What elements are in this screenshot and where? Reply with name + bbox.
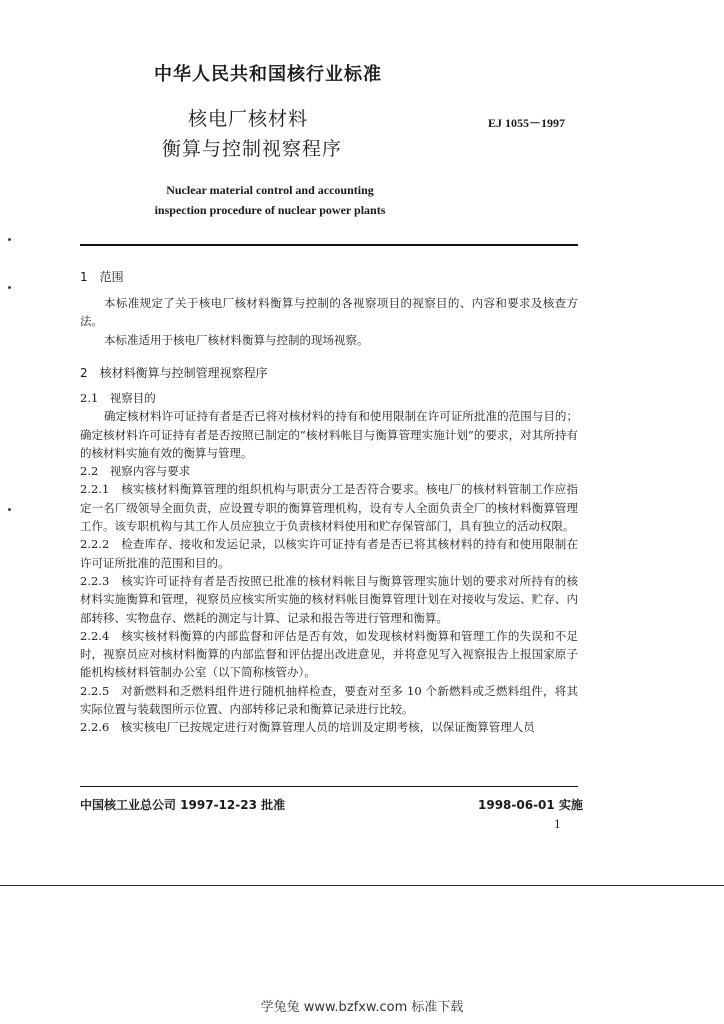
approval-date: 中国核工业总公司 1997-12-23 批准 bbox=[80, 798, 286, 812]
clause-2-2-3: 2.2.3 核实许可证持有者是否按照已批准的核材料帐目与衡算管理实施计划的要求对所持有的核材料实施衡算和管理，视察员应核实所实施的核材料帐目衡算管理计划在对接收与发运、贮存、内部转移、实物盘存、燃耗的测定与计算、记录和报告等进行管理和衡算。 bbox=[80, 573, 578, 625]
page-bottom-edge bbox=[0, 885, 724, 886]
section-1-body bbox=[80, 294, 578, 349]
clause-2-2-1: 2.2.1 核实核材料衡算管理的组织机构与职责分工是否符合要求。核电厂的核材料管制工作应指定一名厂级领导全面负责，应设置专职的衡算管理机构，设有专人全面负责全厂的核材料衡算管理工作。该专职机构与其工作人员应独立于负责核材料使用和贮存保管部门，具有独立的活动权限。 bbox=[80, 482, 578, 534]
clause-2-2-2: 2.2.2 检查库存、接收和发运记录，以核实许可证持有者是否已将其核材料的持有和使用限制在许可证所批准的范围和目的。 bbox=[80, 537, 578, 570]
implementation-date: 1998-06-01 实施 bbox=[478, 798, 583, 812]
scan-mark bbox=[8, 508, 11, 511]
scan-mark bbox=[8, 238, 11, 241]
scan-mark bbox=[8, 286, 11, 289]
section-2-body bbox=[80, 389, 578, 737]
section-1-heading: 1 范围 bbox=[80, 270, 124, 284]
issuing-body-header: 中华人民共和国核行业标准 bbox=[154, 64, 382, 85]
paragraph: 确定核材料许可证持有者是否已将对核材料的持有和使用限制在许可证所批准的范围与目的；确定核材料许可证持有者是否按照已制定的“核材料帐目与衡算管理实施计划”的要求，对其所持有的核材料实施有效的衡算与管理。 bbox=[80, 409, 578, 460]
title-english-line2: inspection procedure of nuclear power plants bbox=[154, 203, 386, 217]
header-rule bbox=[80, 244, 578, 246]
clause-2-2-6: 2.2.6 核实核电厂已按规定进行对衡算管理人员的培训及定期考核，以保证衡算管理人员 bbox=[80, 720, 535, 735]
subsection-2-1-heading: 2.1 视察目的 bbox=[80, 391, 156, 405]
title-chinese-line1: 核电厂核材料 bbox=[188, 108, 309, 130]
clause-2-2-5: 2.2.5 对新燃料和乏燃料组件进行随机抽样检查，要查对至多 10 个新燃料或乏燃料组件，将其实际位置与装载图所示位置、内部转移记录和衡算记录进行比较。 bbox=[80, 683, 578, 717]
standard-number: EJ 1055－1997 bbox=[488, 116, 566, 130]
clause-2-2-4: 2.2.4 核实核材料衡算的内部监督和评估是否有效，如发现核材料衡算和管理工作的失误和不足时，视察员应对核材料衡算的内部监督和评估提出改进意见，并将意见写入视察报告上报国家原子能机构核材料管制办公室（以下简称核管办）。 bbox=[80, 628, 578, 680]
download-watermark: 学兔兔 www.bzfxw.com 标准下载 bbox=[260, 1000, 464, 1015]
title-chinese-line2: 衡算与控制视察程序 bbox=[162, 138, 343, 160]
footer-rule bbox=[80, 786, 578, 787]
paragraph: 本标准规定了关于核电厂核材料衡算与控制的各视察项目的视察目的、内容和要求及核查方法。 bbox=[80, 296, 578, 329]
page-number: 1 bbox=[554, 816, 561, 831]
title-english-line1: Nuclear material control and accounting bbox=[166, 183, 374, 197]
paragraph: 本标准适用于核电厂核材料衡算与控制的现场视察。 bbox=[104, 332, 369, 347]
subsection-2-2-heading: 2.2 视察内容与要求 bbox=[80, 464, 191, 479]
section-2-heading: 2 核材料衡算与控制管理视察程序 bbox=[80, 366, 268, 380]
